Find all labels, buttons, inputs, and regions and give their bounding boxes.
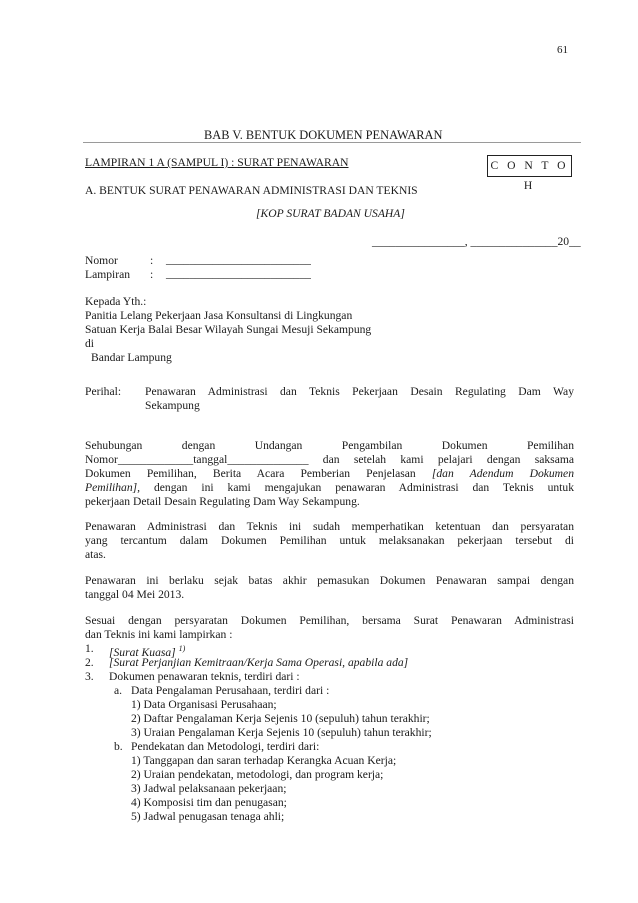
sublist-subitem: 5) Jadwal penugasan tenaga ahli; [131, 810, 285, 823]
paragraph-line: Penawaran ini berlaku sejak batas akhir pemasukan Dokumen Penawaran sampai dengan [85, 574, 574, 587]
address-salutation: Kepada Yth.: [85, 295, 147, 308]
paragraph-line: Dokumen Pemilihan, Berita Acara Pemberian Penjelasan [dan Adendum Dokumen [85, 467, 574, 480]
list-item: [Surat Perjanjian Kemitraan/Kerja Sama Operasi, apabila ada] [109, 656, 409, 669]
sublist-subitem: 1) Tanggapan dan saran terhadap Kerangka Acuan Kerja; [131, 754, 397, 767]
list-item: [Surat Kuasa] $^{1)}$ [109, 644, 186, 659]
lampiran-value: _________________________ [166, 267, 311, 280]
nomor-value: _________________________ [166, 253, 311, 266]
address-line: di [85, 337, 95, 350]
lampiran-sep: : [150, 268, 154, 281]
subject-text: Penawaran Administrasi dan Teknis Pekerjaan Desain Regulating Dam Way [145, 385, 574, 398]
sample-stamp: C O N T O H [487, 155, 572, 177]
section-heading: A. BENTUK SURAT PENAWARAN ADMINISTRASI DAN TEKNIS [85, 184, 418, 197]
sublist-subitem: 3) Uraian Pengalaman Kerja Sejenis 10 (sepuluh) tahun terakhir; [131, 726, 432, 739]
list-number: 3. [85, 670, 94, 683]
paragraph-line: tanggal 04 Mei 2013. [85, 588, 185, 601]
list-item: Dokumen penawaran teknis, terdiri dari : [109, 670, 300, 683]
subject-label: Perihal: [85, 385, 122, 398]
paragraph-line: pekerjaan Detail Desain Regulating Dam Way Sekampung. [85, 495, 360, 508]
sublist-item: Pendekatan dan Metodologi, terdiri dari: [131, 740, 320, 753]
lampiran-label: Lampiran [85, 268, 131, 281]
attachment-label: LAMPIRAN 1 A (SAMPUL I) : SURAT PENAWARAN [85, 156, 349, 169]
subject-text: Sekampung [145, 399, 200, 412]
paragraph-line: Nomor_____________tanggal______________ dan setelah kami pelajari dengan saksama [85, 453, 574, 466]
sublist-subitem: 2) Uraian pendekatan, metodologi, dan program kerja; [131, 768, 384, 781]
page-number: 61 [557, 44, 568, 56]
nomor-sep: : [150, 254, 154, 267]
nomor-label: Nomor [85, 254, 118, 267]
paragraph-line: dan Teknis ini kami lampirkan : [85, 628, 233, 641]
paragraph-line: Sehubungan dengan Undangan Pengambilan Dokumen Pemilihan [85, 439, 574, 452]
chapter-title: BAB V. BENTUK DOKUMEN PENAWARAN [204, 128, 443, 142]
date-line: ________________, _______________20__ [372, 235, 581, 248]
sublist-label: b. [114, 740, 123, 753]
paragraph-line: yang tercantum dalam Dokumen Pemilihan untuk melaksanakan pekerjaan tersebut di [85, 534, 574, 547]
list-number: 1. [85, 642, 94, 655]
address-line: Panitia Lelang Pekerjaan Jasa Konsultansi di Lingkungan [85, 309, 353, 322]
paragraph-line: atas. [85, 548, 106, 561]
address-city: Bandar Lampung [91, 351, 172, 364]
paragraph-line: Penawaran Administrasi dan Teknis ini sudah memperhatikan ketentuan dan persyaratan [85, 520, 574, 533]
sublist-item: Data Pengalaman Perusahaan, terdiri dari : [131, 684, 330, 697]
title-divider [83, 142, 581, 143]
sublist-subitem: 4) Komposisi tim dan penugasan; [131, 796, 287, 809]
sublist-subitem: 2) Daftar Pengalaman Kerja Sejenis 10 (sepuluh) tahun terakhir; [131, 712, 430, 725]
address-line: Satuan Kerja Balai Besar Wilayah Sungai Mesuji Sekampung [85, 323, 372, 336]
sublist-subitem: 3) Jadwal pelaksanaan pekerjaan; [131, 782, 287, 795]
sublist-label: a. [114, 684, 123, 697]
sublist-subitem: 1) Data Organisasi Perusahaan; [131, 698, 277, 711]
paragraph-line: Sesuai dengan persyaratan Dokumen Pemilihan, bersama Surat Penawaran Administrasi [85, 614, 574, 627]
letterhead-placeholder: [KOP SURAT BADAN USAHA] [256, 207, 405, 220]
paragraph-line: Pemilihan], dengan ini kami mengajukan penawaran Administrasi dan Teknis untuk [85, 481, 574, 494]
list-number: 2. [85, 656, 94, 669]
